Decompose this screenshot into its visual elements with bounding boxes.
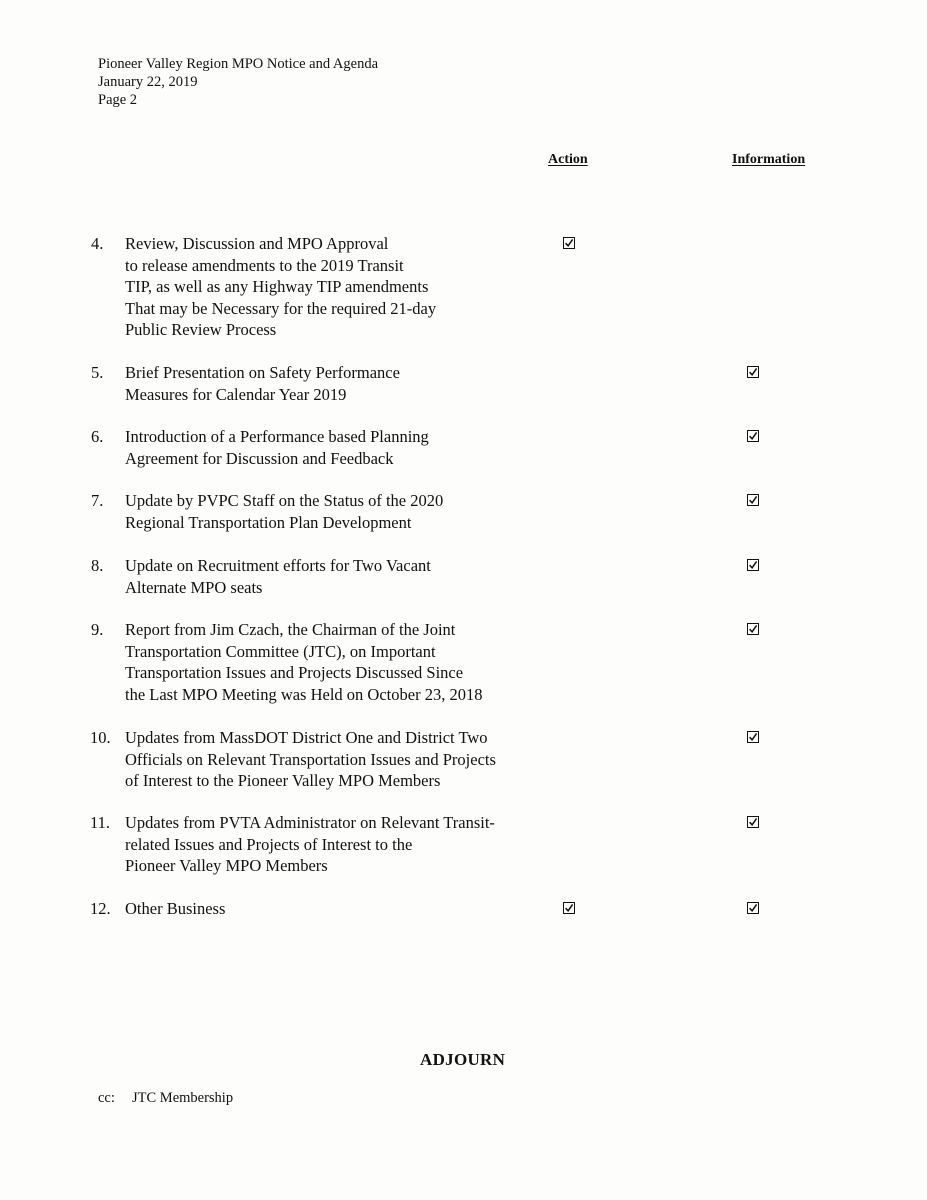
- information-checked-box-icon: [747, 366, 759, 378]
- agenda-item-line: Officials on Relevant Transportation Issues and Projects: [125, 749, 496, 769]
- agenda-item-number: 10.: [90, 728, 111, 747]
- agenda-item-text: [125, 812, 560, 877]
- agenda-item-line: Review, Discussion and MPO Approval: [125, 234, 389, 253]
- adjourn-heading: ADJOURN: [420, 1050, 506, 1069]
- agenda-item-line: of Interest to the Pioneer Valley MPO Members: [125, 771, 441, 790]
- agenda-item-line: TIP, as well as any Highway TIP amendments: [125, 277, 429, 296]
- agenda-item-line: Brief Presentation on Safety Performance: [125, 363, 400, 382]
- information-checked-box-icon: [747, 731, 759, 743]
- agenda-item-line: That may be Necessary for the required 21-day: [125, 298, 437, 318]
- agenda-item: [90, 812, 560, 877]
- agenda-item-text: [125, 619, 560, 705]
- agenda-item-text: [125, 490, 560, 533]
- agenda-item: [90, 555, 560, 598]
- cc-line: [98, 1089, 233, 1107]
- agenda-item: [90, 233, 560, 341]
- agenda-item-text: [125, 362, 560, 405]
- header-page: Page 2: [98, 92, 138, 108]
- agenda-item-number: 9.: [91, 620, 104, 639]
- agenda-item-line: Introduction of a Performance based Planning: [125, 427, 429, 446]
- action-checked-box-icon: [563, 237, 575, 249]
- information-checked-box-icon: [747, 494, 759, 506]
- agenda-item-text: [125, 898, 560, 920]
- agenda-item-line: Other Business: [125, 899, 226, 918]
- agenda-item-number: 8.: [91, 556, 104, 575]
- agenda-item-number: 4.: [91, 234, 104, 253]
- action-checked-box-icon: [563, 902, 575, 914]
- agenda-item: [90, 426, 560, 469]
- agenda-item-line: Transportation Issues and Projects Discussed Since: [125, 663, 464, 682]
- agenda-item-text: [125, 555, 560, 598]
- agenda-item-number: 5.: [91, 363, 104, 382]
- agenda-item-line: Alternate MPO seats: [125, 577, 263, 597]
- agenda-item-line: Update on Recruitment efforts for Two Vacant: [125, 556, 431, 575]
- agenda-item-line: Update by PVPC Staff on the Status of the 2020: [125, 491, 444, 510]
- agenda-item: [90, 619, 560, 705]
- agenda-item-text: [125, 233, 560, 341]
- information-checked-box-icon: [747, 559, 759, 571]
- agenda-item: [90, 898, 560, 920]
- agenda-item: [90, 362, 560, 405]
- column-header-action: Action: [548, 152, 588, 167]
- agenda-item-number: 7.: [91, 491, 104, 510]
- agenda-item-line: Updates from PVTA Administrator on Relevant Transit-: [125, 813, 495, 832]
- agenda-item-line: Measures for Calendar Year 2019: [125, 384, 347, 404]
- information-checked-box-icon: [747, 430, 759, 442]
- agenda-item-number: 11.: [90, 813, 111, 832]
- cc-value: JTC Membership: [132, 1090, 234, 1106]
- header-date: January 22, 2019: [98, 74, 198, 90]
- information-checked-box-icon: [747, 623, 759, 635]
- agenda-item-text: [125, 727, 560, 792]
- agenda-item-number: 6.: [91, 427, 104, 446]
- column-header-information: Information: [732, 152, 806, 167]
- agenda-item: [90, 490, 560, 533]
- information-checked-box-icon: [747, 816, 759, 828]
- agenda-item-text: [125, 426, 560, 469]
- document-header: [98, 55, 378, 109]
- agenda-item-line: Pioneer Valley MPO Members: [125, 856, 328, 875]
- agenda-item-line: Regional Transportation Plan Development: [125, 512, 412, 532]
- agenda-item: [90, 727, 560, 792]
- agenda-item-line: the Last MPO Meeting was Held on October 23, 2018: [125, 684, 483, 704]
- agenda-item-line: Agreement for Discussion and Feedback: [125, 448, 394, 468]
- agenda-item-line: related Issues and Projects of Interest to the: [125, 834, 413, 854]
- agenda-item-line: Updates from MassDOT District One and District Two: [125, 728, 488, 747]
- agenda-item-line: to release amendments to the 2019 Transit: [125, 255, 404, 275]
- agenda-item-number: 12.: [90, 899, 111, 918]
- agenda-item-line: Transportation Committee (JTC), on Important: [125, 641, 436, 661]
- agenda-item-line: Public Review Process: [125, 320, 277, 339]
- information-checked-box-icon: [747, 902, 759, 914]
- header-title: Pioneer Valley Region MPO Notice and Agenda: [98, 56, 379, 72]
- agenda-item-line: Report from Jim Czach, the Chairman of the Joint: [125, 620, 456, 639]
- cc-label: cc:: [98, 1090, 115, 1106]
